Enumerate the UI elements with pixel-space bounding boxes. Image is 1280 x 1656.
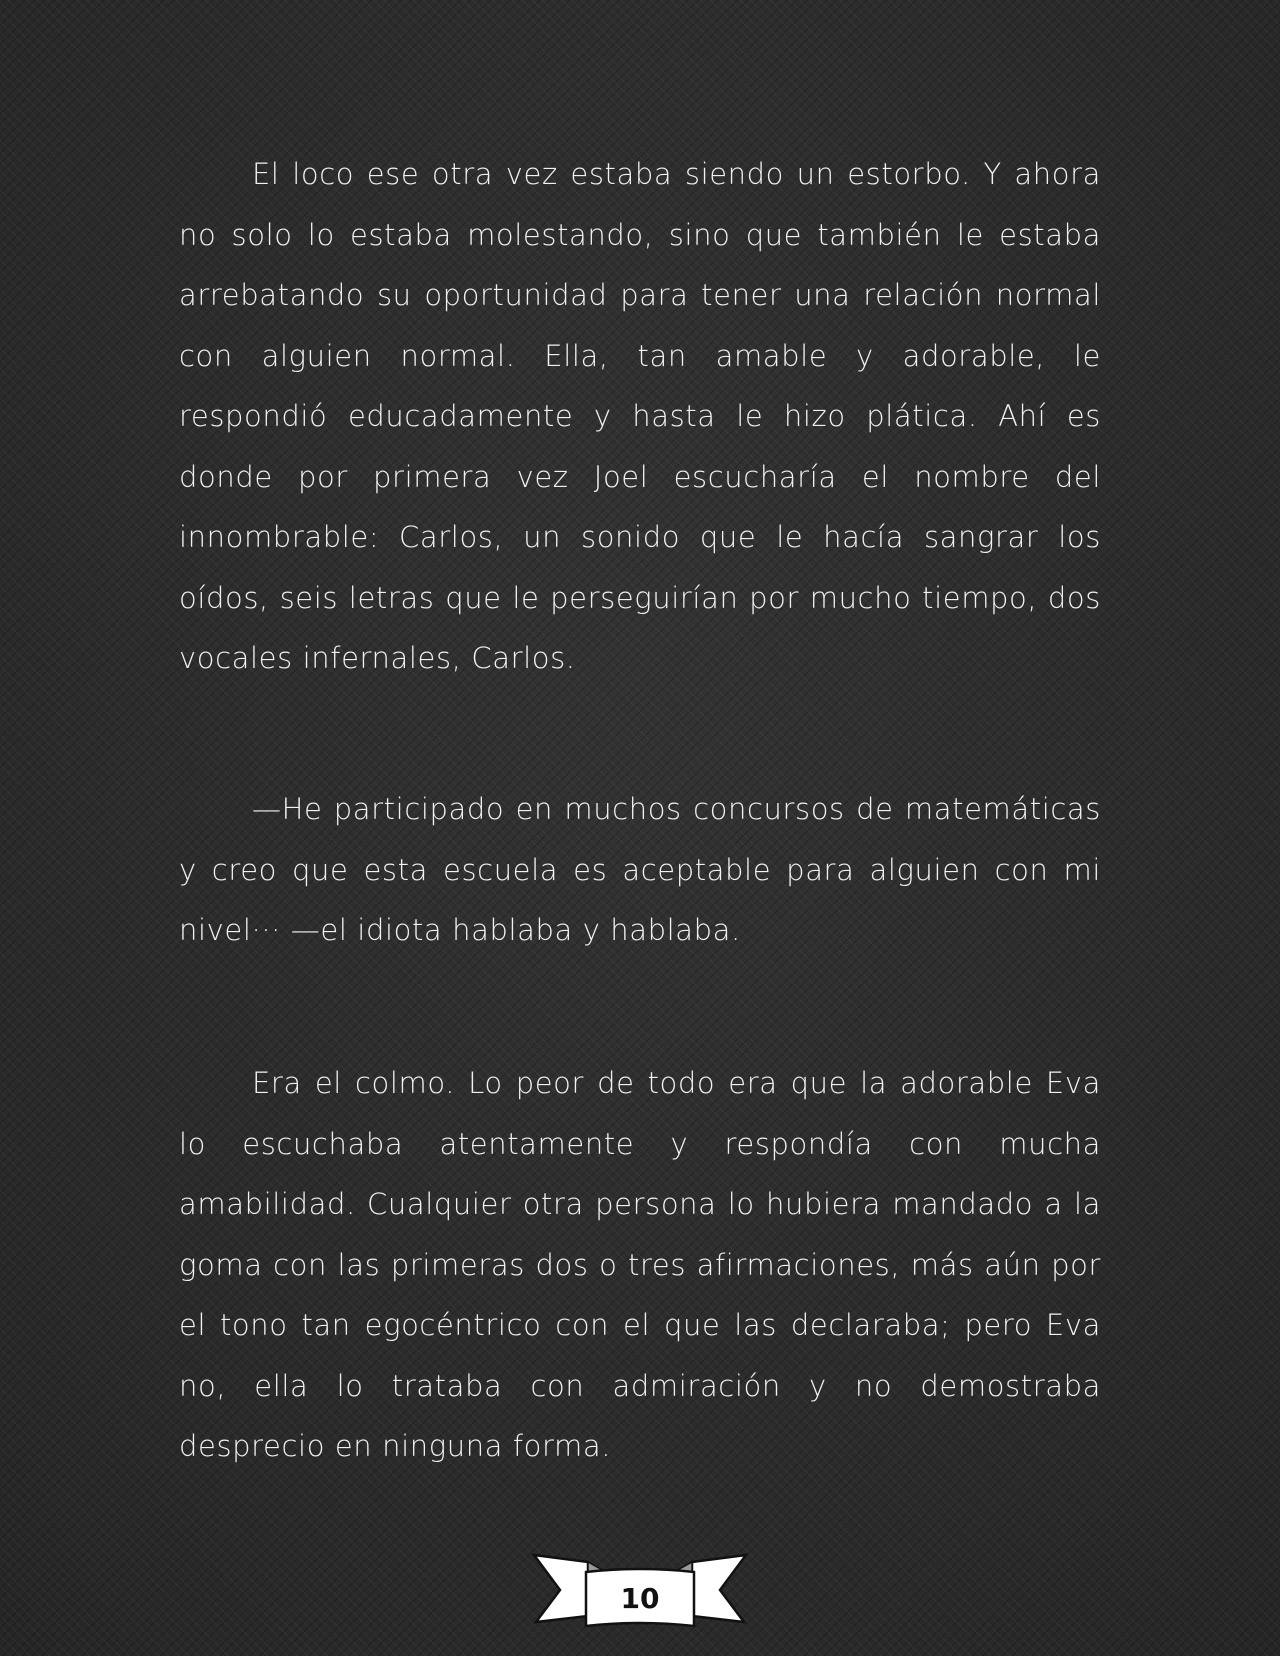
paragraph-2-text: —He participado en muchos concursos de matemáticas y creo que esta escuela es aceptable para alguien con mi nivel··· —el idiota hablaba y hablaba. [179,792,1101,947]
paragraph-3 [179,1053,1101,1477]
paragraph-3-text: Era el colmo. Lo peor de todo era que la adorable Eva lo escuchaba atentamente y respondía con mucha amabilidad. Cualquier otra persona lo hubiera mandado a la goma con las primeras dos o tres afirmaciones, más aún por el tono tan egocéntrico con el que las declaraba; pero Eva no, ella lo trataba con admiración y no demostraba desprecio en ninguna forma. [179,1066,1101,1463]
paragraph-1 [179,144,1101,689]
page-number: 10 [620,1582,660,1615]
page-number-badge [530,1550,750,1630]
paragraph-1-text: El loco ese otra vez estaba siendo un estorbo. Y ahora no solo lo estaba molestando, sino que también le estaba arrebatando su oportunidad para tener una relación normal con alguien normal. Ella, tan amable y adorable, le respondió educadamente y hasta le hizo plática. Ahí es donde por primera vez Joel escucharía el nombre del innombrable: Carlos, un sonido que le hacía sangrar los oídos, seis letras que le perseguirían por mucho tiempo, dos vocales infernales, Carlos. [179,157,1101,675]
paragraph-2 [179,779,1101,961]
